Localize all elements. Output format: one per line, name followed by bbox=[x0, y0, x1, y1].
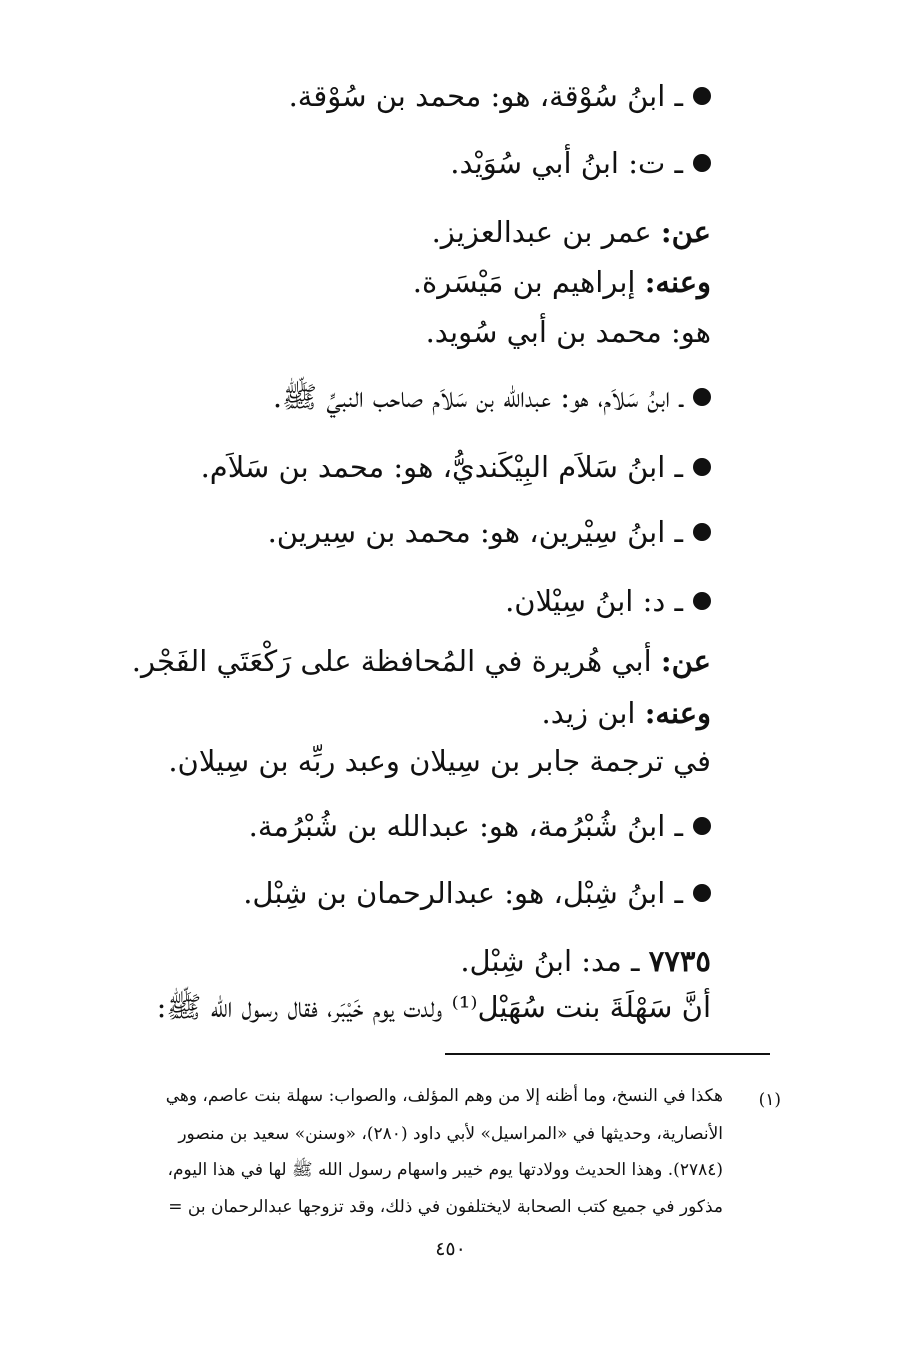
label-wa-anhu: وعنه: bbox=[644, 265, 711, 299]
narrators-from-him-line: وعنه: ابن زيد. bbox=[541, 696, 711, 730]
bullet-icon bbox=[693, 388, 711, 406]
footnote-line: الأنصارية، وحديثها في «المراسيل» لأبي داود (٢٨٠)، «وسنن» سعيد بن منصور bbox=[178, 1124, 723, 1144]
footnote-separator bbox=[445, 1053, 770, 1055]
label-wa-anhu: وعنه: bbox=[644, 696, 711, 730]
entry-ibn-shubruma: ـ ابنُ شُبْرُمة، هو: عبدالله بن شُبْرُمة. bbox=[249, 806, 711, 846]
footnote-line: مذكور في جميع كتب الصحابة لايختلفون في ذلك، وقد تزوجها عبدالرحمان بن = bbox=[168, 1197, 723, 1217]
entry-number: ٧٧٣٥ bbox=[648, 944, 711, 978]
label-an: عن: bbox=[660, 644, 711, 678]
identity-line: هو: محمد بن أبي سُويد. bbox=[425, 315, 711, 349]
label-an: عن: bbox=[660, 215, 711, 249]
narrated-from-line: عن: عمر بن عبدالعزيز. bbox=[431, 215, 711, 249]
translation-reference-line: في ترجمة جابر بن سِيلان وعبد ربِّه بن سِيلان. bbox=[168, 744, 711, 778]
bullet-icon bbox=[693, 154, 711, 172]
narrated-from-line: عن: أبي هُريرة في المُحافظة على رَكْعَتَي الفَجْر. bbox=[131, 644, 711, 678]
bullet-icon bbox=[693, 458, 711, 476]
footnote-line: هكذا في النسخ، وما أظنه إلا من وهم المؤلف، والصواب: سهلة بنت عاصم، وهي bbox=[165, 1086, 723, 1106]
entry-ibn-shibl: ـ ابنُ شِبْل، هو: عبدالرحمان بن شِبْل. bbox=[243, 873, 711, 913]
bullet-icon bbox=[693, 817, 711, 835]
footnote-line: (٢٧٨٤). وهذا الحديث وولادتها يوم خيبر واسهام رسول الله ﷺ لها في هذا اليوم، bbox=[167, 1160, 723, 1180]
bullet-icon bbox=[693, 592, 711, 610]
entry-ibn-sirin: ـ ابنُ سِيْرين، هو: محمد بن سِيرين. bbox=[268, 512, 711, 552]
bullet-icon bbox=[693, 523, 711, 541]
bullet-icon bbox=[693, 87, 711, 105]
hadith-text-line: أنَّ سَهْلَةَ بنت سُهَيْل⁽¹⁾ ولدت يوم خَيْبَر، فقال رسول الله ﷺ: bbox=[156, 990, 711, 1024]
narrators-from-him-line: وعنه: إبراهيم بن مَيْسَرة. bbox=[412, 265, 711, 299]
entry-ibn-salam-baykandi: ـ ابنُ سَلاَم البِيْكَنديُّ، هو: محمد بن سَلاَم. bbox=[201, 447, 711, 487]
entry-ibn-suqa: ـ ابنُ سُوْقة، هو: محمد بن سُوْقة. bbox=[289, 76, 711, 116]
entry-ibn-salam: ـ ابنُ سَلاَم، هو: عبدالله بن سَلاَم صاحب النبيِّ ﷺ. bbox=[273, 377, 711, 417]
footnote-marker: (١) bbox=[758, 1090, 781, 1110]
entry-ibn-abi-suwayd: ـ ت: ابنُ أبي سُوَيْد. bbox=[450, 143, 711, 183]
bullet-icon bbox=[693, 884, 711, 902]
page-number: ٤٥٠ bbox=[435, 1238, 466, 1260]
numbered-entry: ٧٧٣٥ ـ مد: ابنُ شِبْل. bbox=[460, 944, 711, 978]
entry-ibn-saylan: ـ د: ابنُ سِيْلان. bbox=[505, 581, 711, 621]
